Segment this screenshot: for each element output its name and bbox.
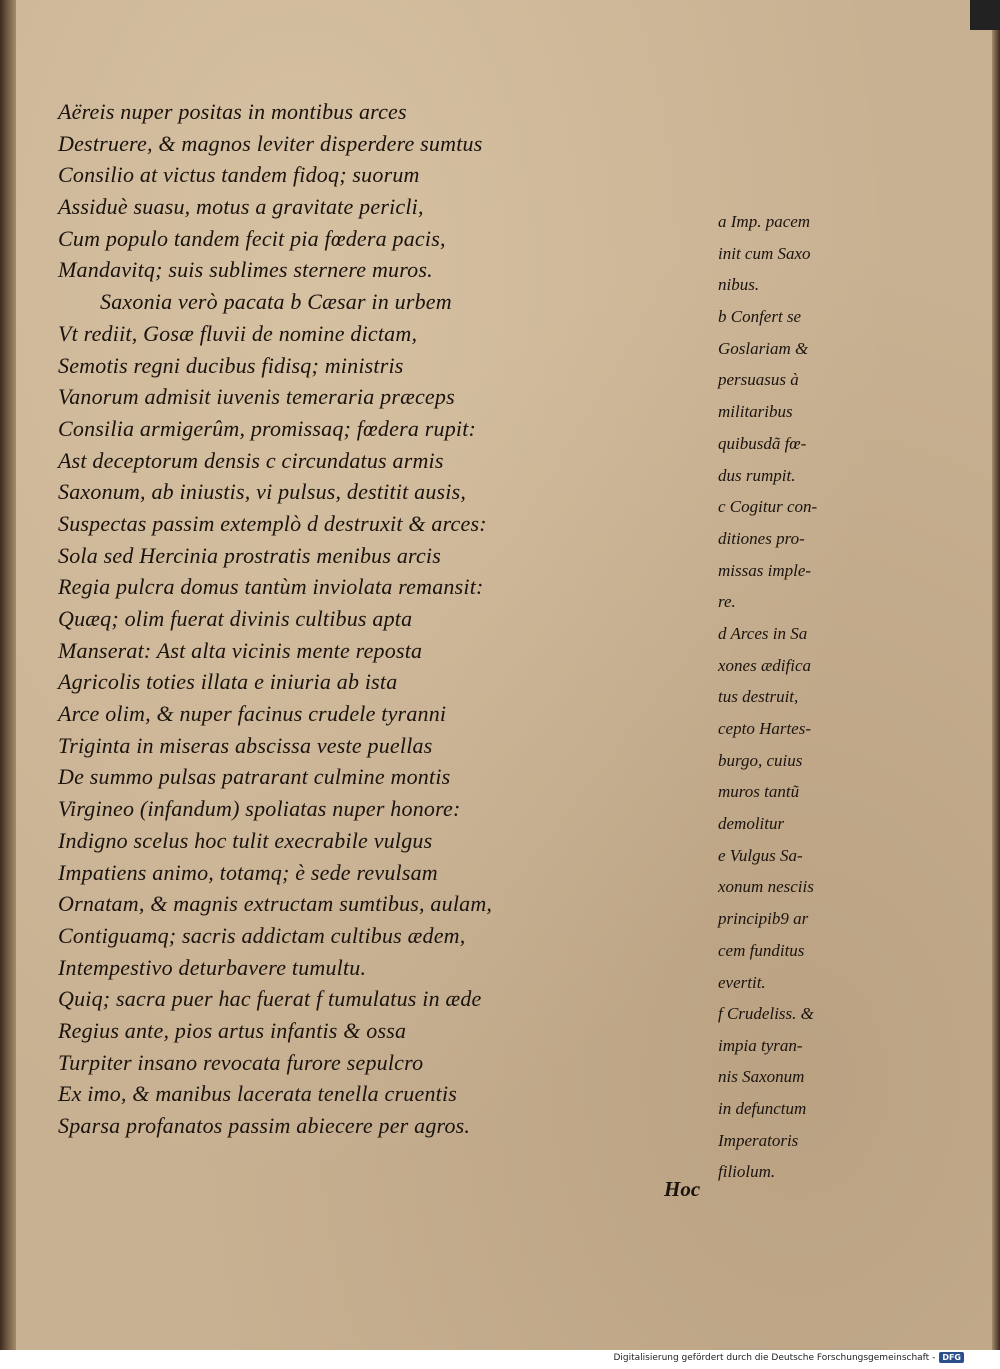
dfg-logo: DFG xyxy=(939,1352,964,1363)
margin-note-line: a Imp. pacem xyxy=(718,212,811,231)
page-right-edge xyxy=(992,0,1000,1350)
poem-line: Arce olim, & nuper facinus crudele tyranni xyxy=(58,701,447,727)
margin-note-line: nis Saxonum xyxy=(718,1067,805,1087)
poem-line: Destruere, & magnos leviter disperdere sumtus xyxy=(58,130,483,156)
margin-note-line: filiolum. xyxy=(718,1162,776,1182)
poem-line: De summo pulsas patrarant culmine montis xyxy=(58,764,451,790)
poem-line: Consilio at victus tandem fidoq; suorum xyxy=(58,162,420,188)
margin-note-line: c Cogitur con- xyxy=(718,497,818,517)
poem-line: Vt rediit, Gosæ fluvii de nomine dictam, xyxy=(58,320,418,346)
poem-line: Turpiter insano revocata furore sepulcro xyxy=(58,1049,424,1075)
poem-line: Ex imo, & manibus lacerata tenella cruentis xyxy=(58,1081,458,1107)
poem-line: Intempestivo deturbavere tumultu. xyxy=(58,954,367,980)
poem-line: Ast deceptorum densis c circundatus armis xyxy=(58,447,444,473)
poem-line: Sola sed Hercinia prostratis menibus arcis xyxy=(58,542,442,568)
footer-text: Digitalisierung gefördert durch die Deutsche Forschungsgemeinschaft - xyxy=(613,1352,936,1363)
margin-note-line: d Arces in Sa xyxy=(718,623,808,643)
poem-text xyxy=(58,96,618,1142)
footer xyxy=(613,1352,964,1363)
margin-note-line: nibus. xyxy=(718,275,760,295)
margin-note-line: init cum Saxo xyxy=(718,243,811,263)
poem-line: Regius ante, pios artus infantis & ossa xyxy=(58,1017,407,1043)
margin-note-line: in defunctum xyxy=(718,1099,807,1119)
margin-note-line: demolitur xyxy=(718,814,785,834)
margin-note-line: persuasus à xyxy=(718,370,799,390)
margin-note-line: ditiones pro- xyxy=(718,528,805,548)
margin-note-line: e Vulgus Sa- xyxy=(718,845,803,865)
poem-line: Quiq; sacra puer hac fuerat f tumulatus in æde xyxy=(58,986,482,1012)
margin-note-line: evertit. xyxy=(718,972,766,992)
poem-line: Agricolis toties illata e iniuria ab ista xyxy=(58,669,398,695)
margin-notes-f xyxy=(718,998,868,1188)
margin-note-line: xones ædifica xyxy=(718,655,812,675)
poem-line: Ornatam, & magnis extructam sumtibus, aulam, xyxy=(58,891,493,917)
margin-note-line: impia tyran- xyxy=(718,1035,803,1055)
catchword: Hoc xyxy=(664,1177,701,1201)
poem-line: Saxonum, ab iniustis, vi pulsus, destitit ausis, xyxy=(58,479,467,505)
poem-line: Vanorum admisit iuvenis temeraria præceps xyxy=(58,384,455,410)
margin-note-line: missas imple- xyxy=(718,560,812,580)
margin-note-line: Imperatoris xyxy=(718,1130,799,1150)
poem-line: Cum populo tandem fecit pia fœdera pacis, xyxy=(58,225,446,251)
poem-line: Contiguamq; sacris addictam cultibus ædem, xyxy=(58,922,466,948)
poem-line: Saxonia verò pacata b Cæsar in urbem xyxy=(100,289,452,315)
margin-note-line: militaribus xyxy=(718,402,793,422)
margin-note-line: xonum nesciis xyxy=(718,877,814,897)
poem-line: Virgineo (infandum) spoliatas nuper honore: xyxy=(58,796,461,822)
poem-line: Sparsa profanatos passim abiecere per agros. xyxy=(58,1113,471,1138)
margin-note-line: quibusdã fœ- xyxy=(718,433,807,453)
poem-line: Suspectas passim extemplò d destruxit & arces: xyxy=(58,510,487,536)
margin-note-line: re. xyxy=(718,592,736,612)
margin-notes-a-to-e xyxy=(718,206,868,998)
margin-note-line: Goslariam & xyxy=(718,338,809,358)
margin-note-line: cepto Hartes- xyxy=(718,719,812,738)
poem-line: Triginta in miseras abscissa veste puellas xyxy=(58,732,433,758)
margin-note-line: cem funditus xyxy=(718,940,805,960)
poem-line: Manserat: Ast alta vicinis mente reposta xyxy=(58,637,423,663)
poem-line: Assiduè suasu, motus a gravitate pericli, xyxy=(58,194,424,220)
margin-note-line: b Confert se xyxy=(718,307,802,327)
margin-note-line: muros tantũ xyxy=(718,782,800,802)
poem-line: Consilia armigerûm, promissaq; fœdera rupit: xyxy=(58,415,477,441)
poem-line: Aëreis nuper positas in montibus arces xyxy=(58,99,407,124)
page-binding-edge xyxy=(0,0,16,1350)
poem-line: Regia pulcra domus tantùm inviolata remansit: xyxy=(58,574,484,600)
margin-note-line: dus rumpit. xyxy=(718,465,796,485)
scan-corner xyxy=(970,0,1000,30)
poem-line: Semotis regni ducibus fidisq; ministris xyxy=(58,352,404,378)
poem-line: Quæq; olim fuerat divinis cultibus apta xyxy=(58,606,413,631)
margin-note-line: tus destruit, xyxy=(718,687,799,707)
margin-note-line: burgo, cuius xyxy=(718,750,803,770)
margin-note-line: f Crudeliss. & xyxy=(718,1004,814,1023)
poem-line: Mandavitq; suis sublimes sternere muros. xyxy=(58,257,433,283)
margin-note-line: principib9 ar xyxy=(718,909,809,929)
poem-line: Impatiens animo, totamq; è sede revulsam xyxy=(58,859,438,885)
poem-line: Indigno scelus hoc tulit execrabile vulgus xyxy=(58,827,433,853)
